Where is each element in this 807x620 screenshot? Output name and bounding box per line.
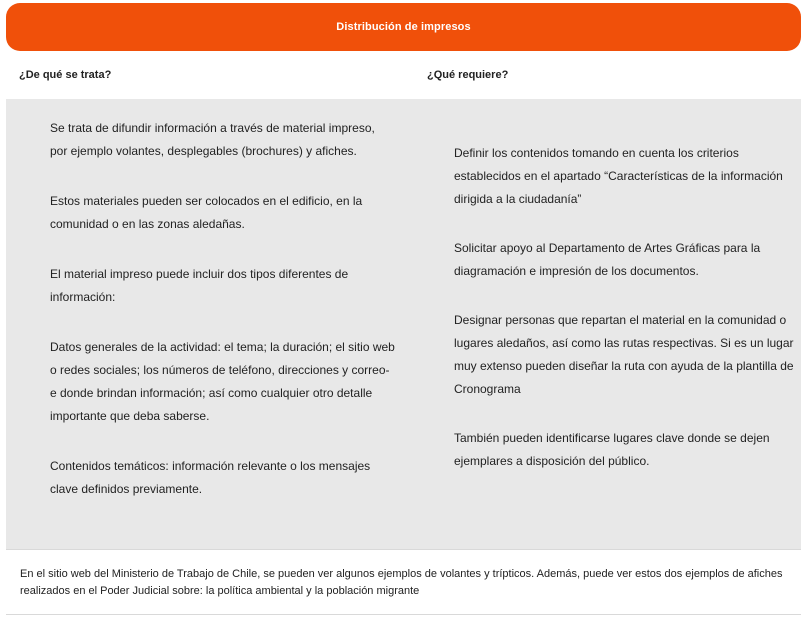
left-paragraph: El material impreso puede incluir dos tipos diferentes de información: bbox=[50, 267, 349, 304]
content-panel bbox=[6, 99, 801, 549]
left-column bbox=[50, 117, 395, 501]
left-column-heading: ¿De qué se trata? bbox=[19, 69, 112, 81]
left-paragraph: Se trata de difundir información a través de material impreso, por ejemplo volantes, desplegables (brochures) y afiches. bbox=[50, 121, 375, 158]
right-paragraph: Definir los contenidos tomando en cuenta los criterios establecidos en el apartado “Características de la información dirigida a la ciudadanía” bbox=[454, 146, 783, 206]
banner-title: Distribución de impresos bbox=[336, 21, 471, 33]
footer-note bbox=[6, 549, 801, 615]
left-paragraph: Estos materiales pueden ser colocados en el edificio, en la comunidad o en las zonas aledañas. bbox=[50, 194, 363, 231]
right-paragraph: Solicitar apoyo al Departamento de Artes Gráficas para la diagramación e impresión de los documentos. bbox=[454, 241, 761, 278]
left-paragraph: Contenidos temáticos: información relevante o los mensajes clave definidos previamente. bbox=[50, 459, 371, 496]
right-paragraph: También pueden identificarse lugares clave donde se dejen ejemplares a disposición del público. bbox=[454, 431, 770, 468]
right-paragraph: Designar personas que repartan el material en la comunidad o lugares aledaños, así como las rutas respectivas. Si es un lugar muy extenso pueden diseñar la ruta con ayuda de la plantilla de Cronograma bbox=[454, 313, 794, 396]
footer-text: En el sitio web del Ministerio de Trabajo de Chile, se pueden ver algunos ejemplos de volantes y trípticos. Además, puede ver estos dos ejemplos de afiches realizados en el Poder Judicial sobre: la política ambiental y la población migrante bbox=[20, 568, 783, 597]
section-banner bbox=[6, 3, 801, 51]
right-column bbox=[454, 142, 794, 473]
column-headers bbox=[6, 51, 801, 99]
left-paragraph: Datos generales de la actividad: el tema; la duración; el sitio web o redes sociales; los números de teléfono, direcciones y correo-e donde brindan información; así como cualquier otro detalle importante que deba saberse. bbox=[50, 340, 395, 423]
right-column-heading: ¿Qué requiere? bbox=[427, 69, 509, 81]
